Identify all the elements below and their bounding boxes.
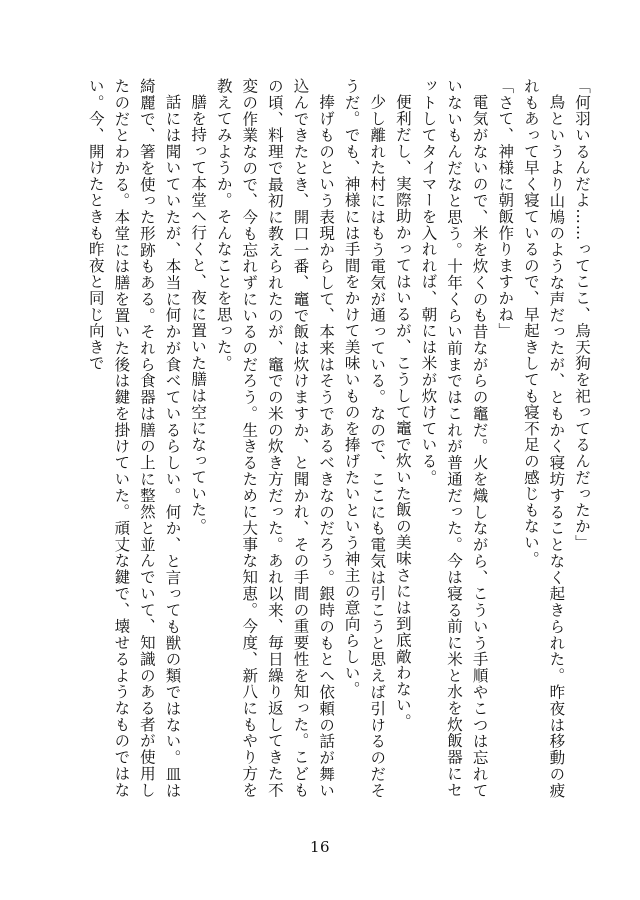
dialogue-line: 「何羽いるんだよ……ってここ、烏天狗を祀ってるんだったか」 (573, 78, 591, 551)
paragraph: 話には聞いていたが、本当に何かが食べているらしい。何か、と言っても獣の類ではない。皿は綺麗で、箸を使った形跡もある。それら食器は膳の上に整然と並んでいて、知識のある者が使用したのだとわかる。本堂には膳を置いた後は鍵を掛けていた。頑丈な鍵で、壊せるようなものではない。今、開けたときも昨夜と同じ向きで (86, 78, 182, 798)
novel-text-block (46, 78, 594, 798)
paragraph: 少し離れた村にはもう電気が通っている。なので、ここにも電気は引こうと思えば引けるのだそうだ。でも、神様には手間をかけて美味いものを捧げたいという神主の意向らしい。 (342, 78, 387, 798)
paragraph: 捧げものという表現からして、本来はそうであるべきなのだろう。銀時のもとへ依頼の話が舞い込んできたとき、開口一番、竈で飯は炊けますか、と聞かれ、その手間の重要性を知った。こどもの頃、料理で最初に教えられたのが、竈での米の炊き方だった。あれ以来、毎日繰り返してきた不変の作業なので、今も忘れずにいるのだろう。生きるために大事な知恵。今度、新八にもやり方を教えてみようか。そんなことを思った。 (214, 78, 336, 798)
paragraph: 膳を持って本堂へ行くと、夜に置いた膳は空になっていた。 (189, 93, 208, 534)
page-number: 16 (309, 838, 331, 856)
dialogue-line: 「さて、神様に朝飯作りますかね」 (496, 78, 515, 339)
paragraph: 便利だし、実際助かってはいるが、こうして竈で炊いた飯の美味さには到底敵わない。 (393, 93, 412, 730)
paragraph: 電気がないので、米を炊くのも昔ながらの竈だ。火を熾しながら、こういう手順やこつは忘れていないもんだなと思う。十年くらい前まではこれが普通だった。今は寝る前に米と水を炊飯器にセットしてタイマーを入れれば、朝には米が炊けている。 (419, 78, 489, 798)
paragraph: 鳥というより山鳩のような声だったが、ともかく寝坊することなく起きられた。昨夜は移動の疲れもあって早く寝ているので、早起きしても寝不足の感じもない。 (521, 78, 566, 798)
